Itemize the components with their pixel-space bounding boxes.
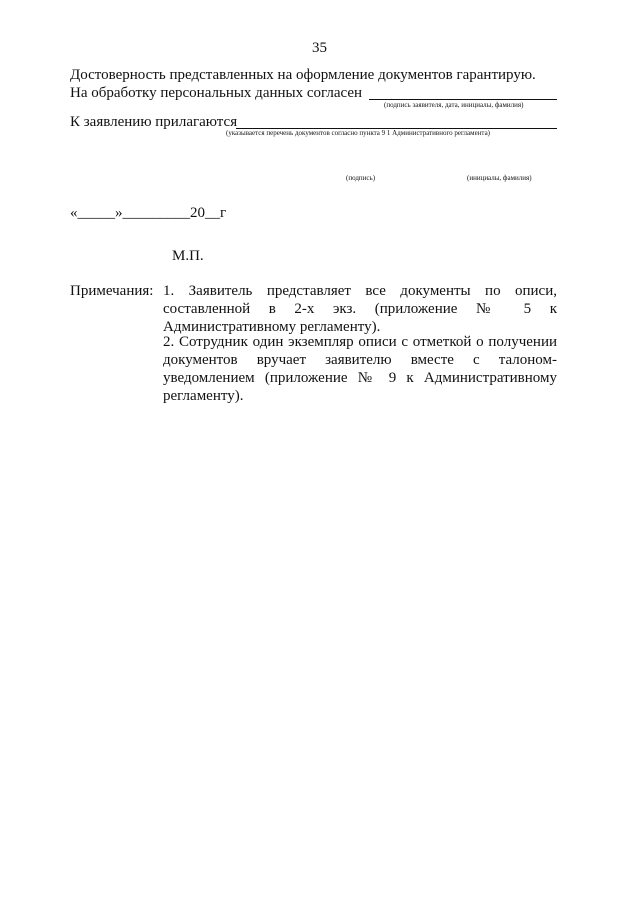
note-2-line-1: 2. Сотрудник один экземпляр описи с отметкой о получении [163,334,557,350]
guarantee-statement: Достоверность представленных на оформление документов гарантирую. [70,67,536,83]
signature-hint: (подпись) [346,174,376,182]
note-2 [163,333,557,405]
stamp-placeholder: М.П. [172,248,204,264]
page-number: 35 [312,40,327,56]
note-1 [163,282,557,336]
consent-hint: (подпись заявителя, дата, инициалы, фамилия) [384,101,524,109]
note-1-line-2: составленной в 2-х экз. (приложение № 5 к [163,301,557,317]
attached-documents-hint: (указывается перечень документов согласно пункта 9 1 Административного регламента) [226,129,491,137]
consent-signature-line[interactable] [369,99,557,100]
note-2-line-3: уведомлением (приложение № 9 к Административному [163,370,557,386]
note-2-line-2: документов вручает заявителю вместе с талоном- [163,352,557,368]
attached-documents-label: К заявлению прилагаются [70,114,238,130]
note-2-line-4: регламенту). [163,388,244,404]
note-1-line-3: Административному регламенту). [163,319,381,335]
date-line: «_____»_________20__г [70,205,227,221]
note-1-line-1: 1. Заявитель представляет все документы по описи, [163,283,557,299]
initials-hint: (инициалы, фамилия) [467,174,532,182]
consent-label: На обработку персональных данных согласен [70,85,363,101]
notes-label: Примечания: [70,283,154,299]
